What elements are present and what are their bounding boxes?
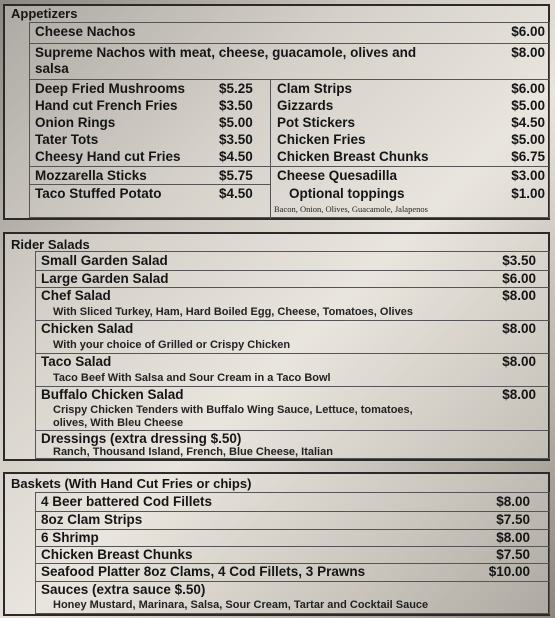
row-divider [29,79,550,80]
menu-item-price: $5.00 [511,98,545,113]
menu-item-price: $4.50 [511,115,545,130]
rider-salads-section [3,232,550,461]
menu-item-name: Deep Fried Mushrooms [35,81,186,96]
menu-item-name: 8oz Clam Strips [41,512,143,527]
menu-item-name: Chicken Salad [41,321,134,336]
menu-item-name: Chicken Fries [277,132,366,147]
baskets-section [3,472,550,616]
menu-item-name: Chicken Breast Chunks [41,547,193,562]
menu-item-name: Taco Stuffed Potato [35,186,162,201]
menu-item-name: Chef Salad [41,288,111,303]
menu-item-name: Supreme Nachos with meat, cheese, guacamole, olives and [35,45,417,60]
menu-item-price: $7.50 [496,547,530,562]
menu-item-price: $3.50 [219,132,253,147]
menu-item-price: $3.50 [502,253,536,268]
menu-item-price: $6.75 [511,149,545,164]
menu-item-price: $5.00 [511,132,545,147]
menu-item-desc-cont: olives, With Bleu Cheese [53,417,184,429]
menu-item-desc: With Sliced Turkey, Ham, Hard Boiled Egg, Cheese, Tomatoes, Olives [53,306,413,318]
menu-item-name: Hand cut French Fries [35,98,178,113]
toppings-list: Bacon, Onion, Olives, Guacamole, Jalapenos [274,204,428,214]
sauces-list: Honey Mustard, Marinara, Salsa, Sour Cream, Tartar and Cocktail Sauce [53,599,429,611]
menu-item-price: $8.00 [496,494,530,509]
section-title: Rider Salads [11,237,90,252]
menu-item-price: $3.00 [511,168,545,183]
section-title: Baskets (With Hand Cut Fries or chips) [11,476,252,491]
menu-item-desc: Crispy Chicken Tenders with Buffalo Wing Sauce, Lettuce, tomatoes, [53,404,413,416]
toppings-name: Optional toppings [289,186,405,201]
column-divider [270,79,271,219]
menu-item-price: $5.00 [219,115,253,130]
menu-item-name: Small Garden Salad [41,253,168,268]
menu-item-price: $6.00 [502,271,536,286]
menu-item-name: Cheese Quesadilla [277,168,398,183]
appetizers-section [3,4,550,220]
menu-item-name: Cheese Nachos [35,24,136,39]
menu-item-name: Onion Rings [35,115,116,130]
menu-item-price: $8.00 [502,354,536,369]
menu-item-price: $7.50 [496,512,530,527]
toppings-price: $1.00 [511,186,545,201]
menu-item-name: Clam Strips [277,81,353,96]
menu-item-name-cont: salsa [35,61,69,76]
menu-item-name: Buffalo Chicken Salad [41,387,184,402]
row-divider [29,184,271,185]
menu-item-price: $8.00 [502,288,536,303]
menu-item-price: $8.00 [496,530,530,545]
menu-item-price: $8.00 [502,321,536,336]
menu-item-name: Large Garden Salad [41,271,169,286]
menu-item-price: $3.50 [219,98,253,113]
menu-item-price: $5.25 [219,81,253,96]
menu-item-name: Pot Stickers [277,115,356,130]
menu-item-name: 4 Beer battered Cod Fillets [41,494,213,509]
menu-item-name: Gizzards [277,98,334,113]
row-divider [35,287,550,288]
menu-item-price: $4.50 [219,149,253,164]
sauces-name: Sauces (extra sauce $.50) [41,582,206,597]
row-divider [271,166,550,167]
menu-item-name: Taco Salad [41,354,112,369]
menu-item-name: Seafood Platter 8oz Clams, 4 Cod Fillets, 3 Prawns [41,564,366,579]
menu-item-price: $10.00 [488,564,530,579]
menu-item-desc: Taco Beef With Salsa and Sour Cream in a Taco Bowl [53,372,331,384]
menu-item-price: $5.75 [219,168,253,183]
menu-item-name: Cheesy Hand cut Fries [35,149,181,164]
menu-item-price: $8.00 [511,45,545,60]
menu-item-name: Mozzarella Sticks [35,168,147,183]
section-title: Appetizers [11,6,78,21]
menu-item-price: $8.00 [502,387,536,402]
row-divider [29,43,550,44]
row-divider [35,353,550,354]
menu-item-price: $6.00 [511,81,545,96]
menu-item-price: $6.00 [511,24,545,39]
dressings-name: Dressings (extra dressing $.50) [41,431,242,446]
row-divider [29,166,271,167]
row-divider [35,529,550,530]
dressings-list: Ranch, Thousand Island, French, Blue Cheese, Italian [53,446,333,458]
menu-item-price: $4.50 [219,186,253,201]
menu-item-name: 6 Shrimp [41,530,99,545]
menu-item-name: Chicken Breast Chunks [277,149,429,164]
menu-item-desc: With your choice of Grilled or Crispy Chicken [53,339,291,351]
menu-item-name: Tater Tots [35,132,99,147]
